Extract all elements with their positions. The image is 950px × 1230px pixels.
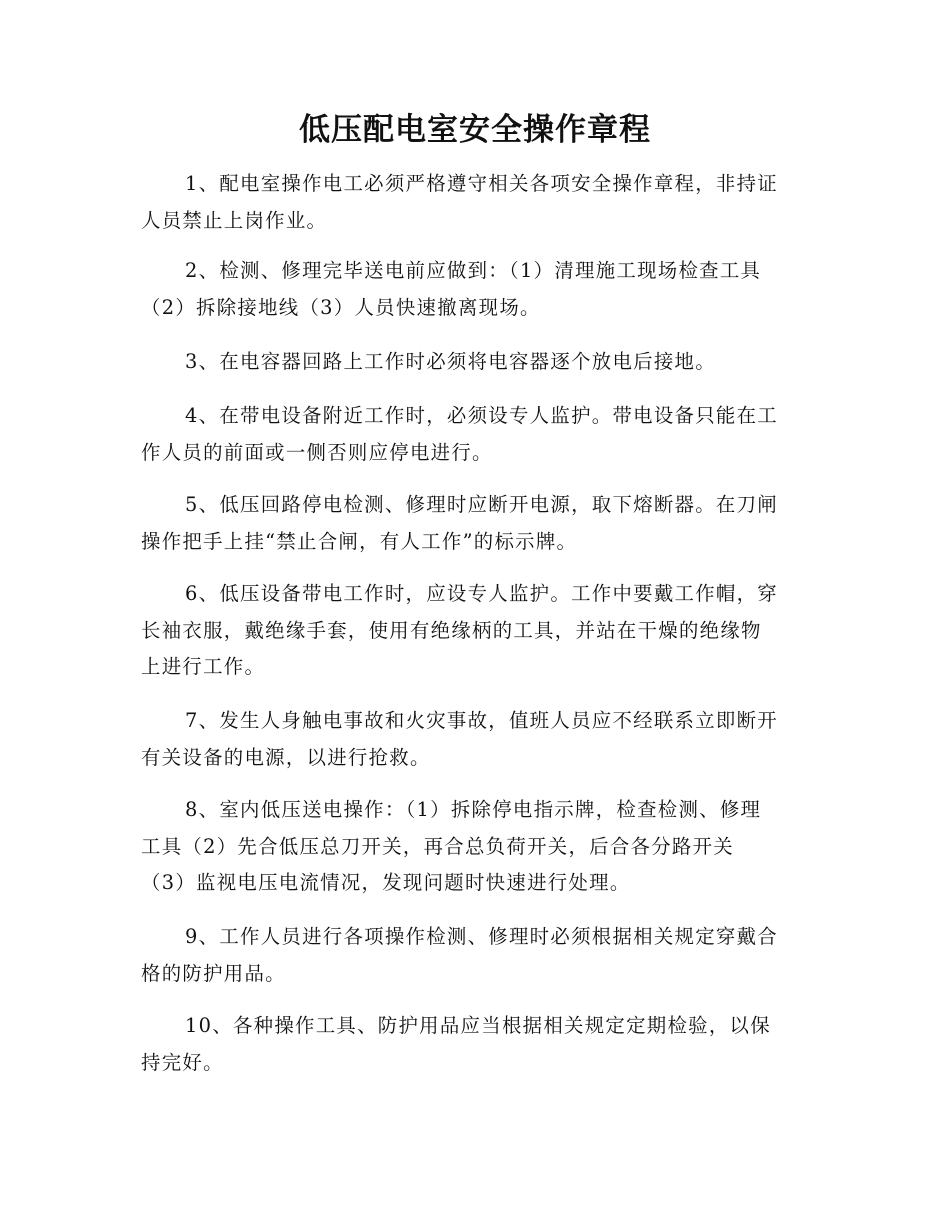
paragraph-7-line-1: 7、发生人身触电事故和火灾事故，值班人员应不经联系立即断开 [185, 709, 778, 732]
paragraph-9-line-1: 9、工作人员进行各项操作检测、修理时必须根据相关规定穿戴合 [185, 925, 778, 948]
document-title: 低压配电室安全操作章程 [299, 112, 651, 148]
paragraph-1-line-2: 人员禁止上岗作业。 [141, 208, 328, 232]
paragraph-10 [141, 1008, 813, 1081]
paragraph-5-line-2: 操作把手上挂“禁止合闸，有人工作”的标示牌。 [141, 529, 578, 553]
paragraph-6 [141, 576, 813, 686]
paragraph-8-line-2: 工具（2）先合低压总刀开关，再合总负荷开关，后合各分路开关 [141, 834, 734, 858]
paragraph-10-line-1: 10、各种操作工具、防护用品应当根据相关规定定期检验，以保 [185, 1014, 771, 1037]
paragraph-5 [141, 487, 813, 560]
paragraph-4-line-1: 4、在带电设备附近工作时，必须设专人监护。带电设备只能在工 [185, 404, 778, 427]
paragraph-6-line-1: 6、低压设备带电工作时，应设专人监护。工作中要戴工作帽，穿 [185, 582, 778, 605]
paragraph-8 [141, 792, 813, 902]
paragraph-1-line-1: 1、配电室操作电工必须严格遵守相关各项安全操作章程，非持证 [185, 172, 778, 195]
paragraph-6-line-3: 上进行工作。 [141, 655, 266, 678]
paragraph-10-line-2: 持完好。 [141, 1050, 224, 1074]
paragraph-2 [141, 253, 813, 326]
paragraph-8-line-3: （3）监视电压电流情况，发现问题时快速进行处理。 [141, 871, 631, 894]
paragraph-1 [141, 166, 813, 239]
paragraph-2-line-2: （2）拆除接地线（3）人员快速撤离现场。 [141, 295, 541, 319]
paragraph-7-line-2: 有关设备的电源，以进行抢救。 [141, 745, 431, 769]
paragraph-2-line-1: 2、检测、修理完毕送电前应做到：（1）清理施工现场检查工具 [185, 259, 762, 282]
paragraph-5-line-1: 5、低压回路停电检测、修理时应断开电源，取下熔断器。在刀闸 [185, 493, 778, 516]
paragraph-4-line-2: 作人员的前面或一侧否则应停电进行。 [141, 440, 493, 464]
paragraph-8-line-1: 8、室内低压送电操作：（1）拆除停电指示牌，检查检测、修理 [185, 798, 762, 821]
paragraph-4 [141, 398, 813, 471]
paragraph-3-line-1: 3、在电容器回路上工作时必须将电容器逐个放电后接地。 [185, 350, 716, 373]
paragraph-6-line-2: 长袖衣服，戴绝缘手套，使用有绝缘柄的工具，并站在干燥的绝缘物 [141, 618, 762, 642]
paragraph-9 [141, 919, 813, 992]
paragraph-7 [141, 703, 813, 776]
paragraph-3 [141, 344, 813, 381]
paragraph-9-line-2: 格的防护用品。 [141, 961, 286, 985]
